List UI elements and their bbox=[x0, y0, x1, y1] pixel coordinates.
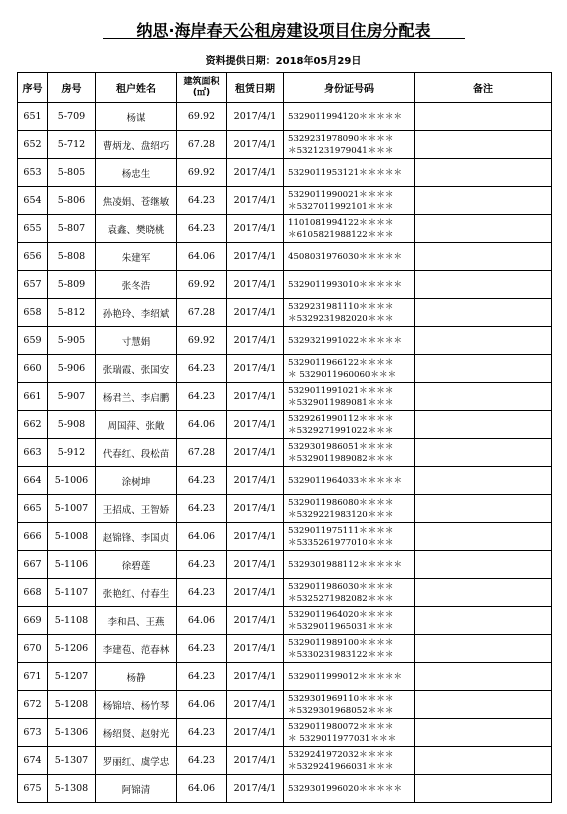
cell-room: 5-1008 bbox=[48, 523, 96, 551]
cell-tenant-name: 周国萍、张敞 bbox=[96, 411, 177, 439]
table-row bbox=[18, 495, 552, 523]
cell-remark bbox=[415, 439, 552, 467]
cell-area: 64.23 bbox=[177, 215, 227, 243]
cell-remark bbox=[415, 383, 552, 411]
cell-tenant-name: 杨君兰、李启鹏 bbox=[96, 383, 177, 411]
cell-id-number bbox=[284, 439, 415, 467]
id-number-line: ＊5329011965031＊＊＊ bbox=[288, 621, 394, 632]
cell-id-number bbox=[284, 243, 415, 271]
table-row bbox=[18, 243, 552, 271]
cell-remark bbox=[415, 635, 552, 663]
cell-room: 5-1006 bbox=[48, 467, 96, 495]
cell-tenant-name: 焦凌娟、苍继敏 bbox=[96, 187, 177, 215]
cell-remark bbox=[415, 579, 552, 607]
cell-id-number bbox=[284, 215, 415, 243]
cell-lease-date: 2017/4/1 bbox=[227, 663, 284, 691]
cell-tenant-name: 李和昌、王燕 bbox=[96, 607, 177, 635]
cell-seq: 651 bbox=[18, 103, 48, 131]
cell-remark bbox=[415, 719, 552, 747]
table-row bbox=[18, 131, 552, 159]
cell-area: 69.92 bbox=[177, 159, 227, 187]
cell-room: 5-809 bbox=[48, 271, 96, 299]
cell-tenant-name: 寸慧娟 bbox=[96, 327, 177, 355]
cell-room: 5-812 bbox=[48, 299, 96, 327]
cell-area: 67.28 bbox=[177, 131, 227, 159]
id-number-line: ＊5330231983122＊＊＊ bbox=[288, 649, 394, 660]
id-number-line: 5329301996020＊＊＊＊＊ bbox=[288, 783, 403, 794]
cell-lease-date: 2017/4/1 bbox=[227, 243, 284, 271]
cell-id-number bbox=[284, 775, 415, 803]
cell-area: 64.23 bbox=[177, 551, 227, 579]
cell-room: 5-712 bbox=[48, 131, 96, 159]
header-area-label: 建筑面积 bbox=[183, 76, 220, 87]
id-number-line: 5329301988112＊＊＊＊＊ bbox=[288, 559, 403, 570]
id-number-line: 5329011964020＊＊＊＊ bbox=[288, 609, 394, 620]
cell-room: 5-808 bbox=[48, 243, 96, 271]
cell-tenant-name: 涂树坤 bbox=[96, 467, 177, 495]
cell-seq: 667 bbox=[18, 551, 48, 579]
cell-seq: 668 bbox=[18, 579, 48, 607]
id-number-line: 5329011989100＊＊＊＊ bbox=[288, 637, 394, 648]
cell-remark bbox=[415, 747, 552, 775]
id-number-line: ＊5329301968052＊＊＊ bbox=[288, 705, 394, 716]
cell-room: 5-905 bbox=[48, 327, 96, 355]
cell-tenant-name: 杨锦培、杨竹琴 bbox=[96, 691, 177, 719]
cell-area: 64.23 bbox=[177, 355, 227, 383]
id-number-line: 4508031976030＊＊＊＊＊ bbox=[288, 251, 403, 262]
cell-lease-date: 2017/4/1 bbox=[227, 607, 284, 635]
cell-id-number bbox=[284, 635, 415, 663]
cell-id-number bbox=[284, 411, 415, 439]
cell-remark bbox=[415, 775, 552, 803]
cell-area: 69.92 bbox=[177, 327, 227, 355]
cell-remark bbox=[415, 327, 552, 355]
cell-seq: 661 bbox=[18, 383, 48, 411]
cell-seq: 664 bbox=[18, 467, 48, 495]
cell-seq: 674 bbox=[18, 747, 48, 775]
data-provided-date: 资料提供日期：2018年05月29日 bbox=[205, 56, 362, 67]
id-number-line: 5329011975111＊＊＊＊ bbox=[288, 525, 394, 536]
header-room: 房号 bbox=[48, 73, 96, 103]
cell-id-number bbox=[284, 271, 415, 299]
cell-room: 5-906 bbox=[48, 355, 96, 383]
cell-id-number bbox=[284, 663, 415, 691]
table-row bbox=[18, 747, 552, 775]
cell-id-number bbox=[284, 719, 415, 747]
cell-id-number bbox=[284, 299, 415, 327]
cell-seq: 657 bbox=[18, 271, 48, 299]
table-row bbox=[18, 439, 552, 467]
cell-area: 64.23 bbox=[177, 747, 227, 775]
cell-room: 5-1108 bbox=[48, 607, 96, 635]
cell-tenant-name: 张冬浩 bbox=[96, 271, 177, 299]
cell-id-number bbox=[284, 131, 415, 159]
cell-lease-date: 2017/4/1 bbox=[227, 467, 284, 495]
table-row bbox=[18, 271, 552, 299]
cell-lease-date: 2017/4/1 bbox=[227, 299, 284, 327]
id-number-line: 5329231978090＊＊＊＊ bbox=[288, 133, 394, 144]
cell-seq: 655 bbox=[18, 215, 48, 243]
cell-area: 64.06 bbox=[177, 411, 227, 439]
table-row bbox=[18, 215, 552, 243]
cell-tenant-name: 孙艳玲、李绍斌 bbox=[96, 299, 177, 327]
table-row bbox=[18, 159, 552, 187]
id-number-line: 5329011980072＊＊＊＊ bbox=[288, 721, 394, 732]
cell-id-number bbox=[284, 159, 415, 187]
id-number-line: 5329301969110＊＊＊＊ bbox=[288, 693, 394, 704]
cell-remark bbox=[415, 495, 552, 523]
cell-id-number bbox=[284, 187, 415, 215]
id-number-line: 5329241972032＊＊＊＊ bbox=[288, 749, 394, 760]
cell-seq: 652 bbox=[18, 131, 48, 159]
header-seq: 序号 bbox=[18, 73, 48, 103]
cell-lease-date: 2017/4/1 bbox=[227, 187, 284, 215]
cell-seq: 656 bbox=[18, 243, 48, 271]
cell-area: 64.06 bbox=[177, 691, 227, 719]
cell-tenant-name: 袁鑫、樊晓桃 bbox=[96, 215, 177, 243]
cell-seq: 671 bbox=[18, 663, 48, 691]
cell-id-number bbox=[284, 103, 415, 131]
cell-tenant-name: 曹炳龙、盘绍巧 bbox=[96, 131, 177, 159]
cell-seq: 672 bbox=[18, 691, 48, 719]
cell-tenant-name: 朱建军 bbox=[96, 243, 177, 271]
cell-id-number bbox=[284, 383, 415, 411]
cell-id-number bbox=[284, 495, 415, 523]
header-remark: 备注 bbox=[415, 73, 552, 103]
cell-area: 64.23 bbox=[177, 383, 227, 411]
cell-seq: 659 bbox=[18, 327, 48, 355]
id-number-line: ＊6105821988122＊＊＊ bbox=[288, 229, 394, 240]
cell-area: 64.23 bbox=[177, 635, 227, 663]
id-number-line: 5329011986080＊＊＊＊ bbox=[288, 497, 394, 508]
cell-seq: 662 bbox=[18, 411, 48, 439]
table-row bbox=[18, 775, 552, 803]
cell-room: 5-1307 bbox=[48, 747, 96, 775]
id-number-line: 1101081994122＊＊＊＊ bbox=[288, 217, 394, 228]
cell-area: 67.28 bbox=[177, 299, 227, 327]
cell-tenant-name: 徐碧莲 bbox=[96, 551, 177, 579]
title-underline bbox=[103, 38, 465, 39]
id-number-line: ＊5335261977010＊＊＊ bbox=[288, 537, 394, 548]
id-number-line: ＊ 5329011960060＊＊＊ bbox=[288, 369, 397, 380]
cell-room: 5-1106 bbox=[48, 551, 96, 579]
table-row bbox=[18, 551, 552, 579]
cell-tenant-name: 阿锦清 bbox=[96, 775, 177, 803]
header-area bbox=[177, 73, 227, 103]
cell-remark bbox=[415, 299, 552, 327]
cell-tenant-name: 杨忠生 bbox=[96, 159, 177, 187]
id-number-line: 5329011990021＊＊＊＊ bbox=[288, 189, 394, 200]
id-number-line: ＊5329011989082＊＊＊ bbox=[288, 453, 394, 464]
cell-id-number bbox=[284, 327, 415, 355]
cell-lease-date: 2017/4/1 bbox=[227, 579, 284, 607]
cell-lease-date: 2017/4/1 bbox=[227, 411, 284, 439]
table-row bbox=[18, 523, 552, 551]
cell-area: 64.06 bbox=[177, 607, 227, 635]
cell-area: 64.06 bbox=[177, 523, 227, 551]
header-id-number: 身份证号码 bbox=[284, 73, 415, 103]
cell-area: 64.23 bbox=[177, 719, 227, 747]
table-row bbox=[18, 411, 552, 439]
table-row bbox=[18, 691, 552, 719]
cell-room: 5-1306 bbox=[48, 719, 96, 747]
cell-tenant-name: 张艳红、付春生 bbox=[96, 579, 177, 607]
id-number-line: 5329011953121＊＊＊＊＊ bbox=[288, 167, 403, 178]
cell-room: 5-1007 bbox=[48, 495, 96, 523]
cell-room: 5-807 bbox=[48, 215, 96, 243]
cell-tenant-name: 代春红、段松苗 bbox=[96, 439, 177, 467]
cell-tenant-name: 杨绍贤、赵射光 bbox=[96, 719, 177, 747]
cell-area: 64.23 bbox=[177, 579, 227, 607]
id-number-line: ＊5329231982020＊＊＊ bbox=[288, 313, 394, 324]
cell-room: 5-1308 bbox=[48, 775, 96, 803]
header-name: 租户姓名 bbox=[96, 73, 177, 103]
cell-tenant-name: 张瑞霞、张国安 bbox=[96, 355, 177, 383]
cell-id-number bbox=[284, 523, 415, 551]
cell-area: 64.23 bbox=[177, 495, 227, 523]
header-lease-date: 租赁日期 bbox=[227, 73, 284, 103]
cell-lease-date: 2017/4/1 bbox=[227, 747, 284, 775]
table-row bbox=[18, 467, 552, 495]
cell-area: 69.92 bbox=[177, 103, 227, 131]
cell-lease-date: 2017/4/1 bbox=[227, 719, 284, 747]
cell-lease-date: 2017/4/1 bbox=[227, 103, 284, 131]
id-number-line: 5329011991021＊＊＊＊ bbox=[288, 385, 394, 396]
header-area-unit: (㎡) bbox=[192, 87, 211, 98]
cell-room: 5-1207 bbox=[48, 663, 96, 691]
cell-remark bbox=[415, 131, 552, 159]
cell-id-number bbox=[284, 747, 415, 775]
cell-room: 5-1208 bbox=[48, 691, 96, 719]
cell-id-number bbox=[284, 467, 415, 495]
cell-remark bbox=[415, 355, 552, 383]
cell-seq: 670 bbox=[18, 635, 48, 663]
id-number-line: ＊5329221983120＊＊＊ bbox=[288, 509, 394, 520]
table-row bbox=[18, 383, 552, 411]
cell-lease-date: 2017/4/1 bbox=[227, 215, 284, 243]
cell-lease-date: 2017/4/1 bbox=[227, 131, 284, 159]
cell-room: 5-912 bbox=[48, 439, 96, 467]
cell-remark bbox=[415, 159, 552, 187]
cell-room: 5-806 bbox=[48, 187, 96, 215]
cell-tenant-name: 王招成、王智娇 bbox=[96, 495, 177, 523]
cell-remark bbox=[415, 551, 552, 579]
cell-tenant-name: 杨谋 bbox=[96, 103, 177, 131]
id-number-line: 5329261990112＊＊＊＊ bbox=[288, 413, 394, 424]
cell-tenant-name: 杨静 bbox=[96, 663, 177, 691]
id-number-line: 5329321991022＊＊＊＊＊ bbox=[288, 335, 403, 346]
table-row bbox=[18, 579, 552, 607]
table-row bbox=[18, 719, 552, 747]
cell-remark bbox=[415, 691, 552, 719]
cell-seq: 673 bbox=[18, 719, 48, 747]
cell-seq: 669 bbox=[18, 607, 48, 635]
table-row bbox=[18, 327, 552, 355]
cell-area: 69.92 bbox=[177, 271, 227, 299]
cell-tenant-name: 罗丽红、虞学忠 bbox=[96, 747, 177, 775]
table-row bbox=[18, 355, 552, 383]
cell-remark bbox=[415, 607, 552, 635]
id-number-line: ＊5329241966031＊＊＊ bbox=[288, 761, 394, 772]
cell-remark bbox=[415, 215, 552, 243]
cell-lease-date: 2017/4/1 bbox=[227, 523, 284, 551]
table-row bbox=[18, 663, 552, 691]
cell-id-number bbox=[284, 355, 415, 383]
cell-remark bbox=[415, 103, 552, 131]
cell-id-number bbox=[284, 551, 415, 579]
cell-room: 5-907 bbox=[48, 383, 96, 411]
cell-lease-date: 2017/4/1 bbox=[227, 775, 284, 803]
cell-remark bbox=[415, 187, 552, 215]
id-number-line: ＊ 5329011977031＊＊＊ bbox=[288, 733, 397, 744]
cell-seq: 666 bbox=[18, 523, 48, 551]
cell-id-number bbox=[284, 607, 415, 635]
id-number-line: ＊5329011989081＊＊＊ bbox=[288, 397, 394, 408]
cell-remark bbox=[415, 467, 552, 495]
id-number-line: ＊5327011992101＊＊＊ bbox=[288, 201, 394, 212]
cell-room: 5-709 bbox=[48, 103, 96, 131]
cell-area: 67.28 bbox=[177, 439, 227, 467]
cell-remark bbox=[415, 243, 552, 271]
cell-lease-date: 2017/4/1 bbox=[227, 271, 284, 299]
table-row bbox=[18, 103, 552, 131]
cell-lease-date: 2017/4/1 bbox=[227, 691, 284, 719]
cell-remark bbox=[415, 523, 552, 551]
id-number-line: 5329011964033＊＊＊＊＊ bbox=[288, 475, 403, 486]
cell-area: 64.06 bbox=[177, 775, 227, 803]
table-row bbox=[18, 607, 552, 635]
cell-lease-date: 2017/4/1 bbox=[227, 383, 284, 411]
cell-lease-date: 2017/4/1 bbox=[227, 439, 284, 467]
cell-tenant-name: 李建苞、范春林 bbox=[96, 635, 177, 663]
cell-seq: 660 bbox=[18, 355, 48, 383]
cell-seq: 675 bbox=[18, 775, 48, 803]
id-number-line: 5329011966122＊＊＊＊ bbox=[288, 357, 394, 368]
cell-lease-date: 2017/4/1 bbox=[227, 551, 284, 579]
table-row bbox=[18, 187, 552, 215]
id-number-line: ＊5329271991022＊＊＊ bbox=[288, 425, 394, 436]
cell-area: 64.23 bbox=[177, 663, 227, 691]
cell-room: 5-1206 bbox=[48, 635, 96, 663]
cell-room: 5-805 bbox=[48, 159, 96, 187]
id-number-line: 5329011986030＊＊＊＊ bbox=[288, 581, 394, 592]
cell-area: 64.23 bbox=[177, 187, 227, 215]
cell-lease-date: 2017/4/1 bbox=[227, 495, 284, 523]
cell-lease-date: 2017/4/1 bbox=[227, 159, 284, 187]
cell-seq: 654 bbox=[18, 187, 48, 215]
table-row bbox=[18, 635, 552, 663]
cell-room: 5-908 bbox=[48, 411, 96, 439]
cell-remark bbox=[415, 411, 552, 439]
id-number-line: 5329011993010＊＊＊＊＊ bbox=[288, 279, 403, 290]
table-header-row bbox=[18, 73, 552, 103]
cell-seq: 658 bbox=[18, 299, 48, 327]
allocation-table bbox=[17, 72, 552, 803]
id-number-line: 5329011999012＊＊＊＊＊ bbox=[288, 671, 403, 682]
cell-id-number bbox=[284, 691, 415, 719]
cell-seq: 665 bbox=[18, 495, 48, 523]
table-row bbox=[18, 299, 552, 327]
cell-lease-date: 2017/4/1 bbox=[227, 327, 284, 355]
document-title: 纳思·海岸春天公租房建设项目住房分配表 bbox=[136, 21, 431, 40]
id-number-line: ＊5325271982082＊＊＊ bbox=[288, 593, 394, 604]
cell-remark bbox=[415, 663, 552, 691]
id-number-line: ＊5321231979041＊＊＊ bbox=[288, 145, 394, 156]
cell-remark bbox=[415, 271, 552, 299]
cell-id-number bbox=[284, 579, 415, 607]
cell-area: 64.23 bbox=[177, 467, 227, 495]
cell-seq: 653 bbox=[18, 159, 48, 187]
cell-lease-date: 2017/4/1 bbox=[227, 355, 284, 383]
id-number-line: 5329231981110＊＊＊＊ bbox=[288, 301, 394, 312]
cell-seq: 663 bbox=[18, 439, 48, 467]
cell-tenant-name: 赵锦锋、李国贞 bbox=[96, 523, 177, 551]
cell-room: 5-1107 bbox=[48, 579, 96, 607]
cell-area: 64.06 bbox=[177, 243, 227, 271]
id-number-line: 5329011994120＊＊＊＊＊ bbox=[288, 111, 403, 122]
id-number-line: 5329301986051＊＊＊＊ bbox=[288, 441, 394, 452]
cell-lease-date: 2017/4/1 bbox=[227, 635, 284, 663]
